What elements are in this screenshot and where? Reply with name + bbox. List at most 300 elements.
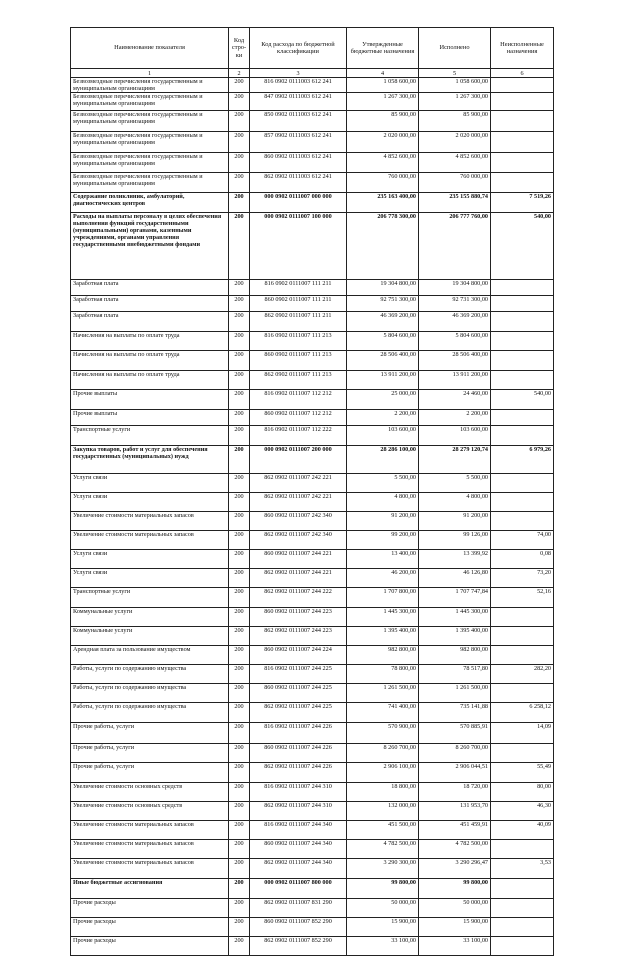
- row-approved-cell: 1 267 300,00: [347, 93, 419, 111]
- row-unexecuted-cell: [491, 132, 554, 153]
- row-code-cell: 200: [229, 550, 250, 569]
- row-code-cell: 200: [229, 569, 250, 588]
- row-approved-cell: 2 020 000,00: [347, 132, 419, 153]
- row-name-cell: Услуги связи: [71, 474, 229, 493]
- row-unexecuted-cell: 73,20: [491, 569, 554, 588]
- row-unexecuted-cell: [491, 684, 554, 703]
- row-kbk-cell: 816 0902 0111007 244 340: [250, 821, 347, 840]
- row-code-cell: 200: [229, 531, 250, 550]
- row-kbk-cell: 847 0902 0111003 612 241: [250, 93, 347, 111]
- row-approved-cell: 13 911 200,00: [347, 371, 419, 390]
- row-approved-cell: 982 800,00: [347, 646, 419, 665]
- table-row: [71, 840, 554, 859]
- row-approved-cell: 1 261 500,00: [347, 684, 419, 703]
- table-row: [71, 937, 554, 956]
- row-code-cell: 200: [229, 371, 250, 390]
- row-executed-cell: 28 279 120,74: [419, 446, 491, 474]
- row-approved-cell: 206 778 300,00: [347, 213, 419, 280]
- row-code-cell: 200: [229, 783, 250, 802]
- row-unexecuted-cell: [491, 918, 554, 937]
- row-kbk-cell: 860 0902 0111007 244 224: [250, 646, 347, 665]
- row-unexecuted-cell: [491, 512, 554, 531]
- row-unexecuted-cell: [491, 173, 554, 193]
- table-row: [71, 213, 554, 280]
- row-approved-cell: 18 800,00: [347, 783, 419, 802]
- row-executed-cell: 8 260 700,00: [419, 744, 491, 763]
- row-name-cell: Прочие расходы: [71, 899, 229, 918]
- row-executed-cell: 4 782 500,00: [419, 840, 491, 859]
- row-approved-cell: 46 200,00: [347, 569, 419, 588]
- table-row: [71, 153, 554, 173]
- row-code-cell: 200: [229, 937, 250, 956]
- row-name-cell: Прочие выплаты: [71, 410, 229, 426]
- row-code-cell: 200: [229, 703, 250, 723]
- row-code-cell: 200: [229, 840, 250, 859]
- row-kbk-cell: 816 0902 0111007 244 310: [250, 783, 347, 802]
- row-code-cell: 200: [229, 627, 250, 646]
- header-unexecuted: Неисполненные назначения: [491, 28, 554, 69]
- table-row: [71, 446, 554, 474]
- row-name-cell: Безвозмездные перечисления государственным и муниципальным организациям: [71, 78, 229, 93]
- table-row: [71, 93, 554, 111]
- row-approved-cell: 1 058 600,00: [347, 78, 419, 93]
- row-kbk-cell: 860 0902 0111003 612 241: [250, 153, 347, 173]
- row-kbk-cell: 000 0902 0111007 000 000: [250, 193, 347, 213]
- row-approved-cell: 5 804 600,00: [347, 332, 419, 351]
- row-approved-cell: 741 400,00: [347, 703, 419, 723]
- row-kbk-cell: 857 0902 0111003 612 241: [250, 132, 347, 153]
- row-unexecuted-cell: 46,30: [491, 802, 554, 821]
- row-kbk-cell: 816 0902 0111007 244 225: [250, 665, 347, 684]
- row-unexecuted-cell: 40,09: [491, 821, 554, 840]
- row-unexecuted-cell: [491, 93, 554, 111]
- row-kbk-cell: 816 0902 0111007 112 212: [250, 390, 347, 410]
- row-name-cell: Прочие расходы: [71, 937, 229, 956]
- row-name-cell: Увеличение стоимости основных средств: [71, 802, 229, 821]
- table-row: [71, 531, 554, 550]
- row-name-cell: Увеличение стоимости основных средств: [71, 783, 229, 802]
- row-code-cell: 200: [229, 78, 250, 93]
- row-approved-cell: 50 000,00: [347, 899, 419, 918]
- row-code-cell: 200: [229, 665, 250, 684]
- row-approved-cell: 33 100,00: [347, 937, 419, 956]
- row-executed-cell: 1 707 747,84: [419, 588, 491, 608]
- row-code-cell: 200: [229, 744, 250, 763]
- row-unexecuted-cell: [491, 627, 554, 646]
- row-code-cell: 200: [229, 859, 250, 879]
- row-code-cell: 200: [229, 588, 250, 608]
- row-name-cell: Заработная плата: [71, 280, 229, 296]
- row-executed-cell: 18 720,00: [419, 783, 491, 802]
- row-unexecuted-cell: [491, 410, 554, 426]
- row-code-cell: 200: [229, 512, 250, 531]
- header-expense-code: Код расхода по бюджетной классификации: [250, 28, 347, 69]
- row-name-cell: Содержание поликлиник, амбулаторий, диагностических центров: [71, 193, 229, 213]
- row-unexecuted-cell: [491, 78, 554, 93]
- row-approved-cell: 103 600,00: [347, 426, 419, 446]
- table-row: [71, 474, 554, 493]
- row-code-cell: 200: [229, 446, 250, 474]
- row-unexecuted-cell: 7 519,26: [491, 193, 554, 213]
- row-executed-cell: 15 900,00: [419, 918, 491, 937]
- row-executed-cell: 1 261 500,00: [419, 684, 491, 703]
- row-name-cell: Услуги связи: [71, 493, 229, 512]
- row-name-cell: Работы, услуги по содержанию имущества: [71, 665, 229, 684]
- row-executed-cell: 570 885,91: [419, 723, 491, 744]
- row-unexecuted-cell: 55,49: [491, 763, 554, 783]
- table-row: [71, 763, 554, 783]
- row-name-cell: Прочие работы, услуги: [71, 763, 229, 783]
- row-executed-cell: 5 500,00: [419, 474, 491, 493]
- row-executed-cell: 235 155 880,74: [419, 193, 491, 213]
- row-executed-cell: 13 911 200,00: [419, 371, 491, 390]
- row-executed-cell: 131 953,70: [419, 802, 491, 821]
- table-row: [71, 627, 554, 646]
- table-row: [71, 703, 554, 723]
- row-unexecuted-cell: 0,08: [491, 550, 554, 569]
- row-approved-cell: 99 200,00: [347, 531, 419, 550]
- column-number: 4: [347, 69, 419, 78]
- row-code-cell: 200: [229, 899, 250, 918]
- row-kbk-cell: 860 0902 0111007 244 226: [250, 744, 347, 763]
- row-name-cell: Коммунальные услуги: [71, 608, 229, 627]
- table-row: [71, 918, 554, 937]
- row-code-cell: 200: [229, 332, 250, 351]
- table-row: [71, 821, 554, 840]
- table-body: [71, 78, 554, 956]
- row-code-cell: 200: [229, 821, 250, 840]
- row-approved-cell: 78 800,00: [347, 665, 419, 684]
- row-kbk-cell: 816 0902 0111007 112 222: [250, 426, 347, 446]
- row-code-cell: 200: [229, 723, 250, 744]
- row-unexecuted-cell: 6 979,26: [491, 446, 554, 474]
- table-row: [71, 665, 554, 684]
- row-name-cell: Работы, услуги по содержанию имущества: [71, 684, 229, 703]
- table-row: [71, 410, 554, 426]
- row-unexecuted-cell: 74,00: [491, 531, 554, 550]
- row-executed-cell: 1 395 400,00: [419, 627, 491, 646]
- row-kbk-cell: 860 0902 0111007 244 221: [250, 550, 347, 569]
- row-unexecuted-cell: 14,09: [491, 723, 554, 744]
- row-unexecuted-cell: 52,16: [491, 588, 554, 608]
- row-unexecuted-cell: [491, 426, 554, 446]
- column-number: 1: [71, 69, 229, 78]
- table-row: [71, 608, 554, 627]
- row-code-cell: 200: [229, 802, 250, 821]
- column-number: 5: [419, 69, 491, 78]
- row-name-cell: Услуги связи: [71, 550, 229, 569]
- row-executed-cell: 735 141,88: [419, 703, 491, 723]
- row-kbk-cell: 862 0902 0111007 244 225: [250, 703, 347, 723]
- row-code-cell: 200: [229, 493, 250, 512]
- row-kbk-cell: 860 0902 0111007 111 211: [250, 296, 347, 312]
- table-row: [71, 111, 554, 132]
- row-executed-cell: 1 058 600,00: [419, 78, 491, 93]
- row-executed-cell: 206 777 760,00: [419, 213, 491, 280]
- row-name-cell: Безвозмездные перечисления государственным и муниципальным организациям: [71, 111, 229, 132]
- row-approved-cell: 4 782 500,00: [347, 840, 419, 859]
- table-row: [71, 426, 554, 446]
- row-executed-cell: 46 369 200,00: [419, 312, 491, 332]
- row-approved-cell: 235 163 400,00: [347, 193, 419, 213]
- row-code-cell: 200: [229, 608, 250, 627]
- row-executed-cell: 1 267 300,00: [419, 93, 491, 111]
- row-code-cell: 200: [229, 646, 250, 665]
- row-name-cell: Начисления на выплаты по оплате труда: [71, 351, 229, 371]
- table-row: [71, 371, 554, 390]
- row-unexecuted-cell: [491, 608, 554, 627]
- row-approved-cell: 85 900,00: [347, 111, 419, 132]
- row-unexecuted-cell: 80,00: [491, 783, 554, 802]
- row-unexecuted-cell: 3,53: [491, 859, 554, 879]
- row-name-cell: Увеличение стоимости материальных запасов: [71, 531, 229, 550]
- row-approved-cell: 3 290 300,00: [347, 859, 419, 879]
- row-executed-cell: 85 900,00: [419, 111, 491, 132]
- row-name-cell: Начисления на выплаты по оплате труда: [71, 332, 229, 351]
- table-row: [71, 512, 554, 531]
- row-executed-cell: 760 000,00: [419, 173, 491, 193]
- row-approved-cell: 91 200,00: [347, 512, 419, 531]
- row-kbk-cell: 860 0902 0111007 852 290: [250, 918, 347, 937]
- table-row: [71, 588, 554, 608]
- table-row: [71, 173, 554, 193]
- row-name-cell: Прочие работы, услуги: [71, 744, 229, 763]
- row-name-cell: Начисления на выплаты по оплате труда: [71, 371, 229, 390]
- row-executed-cell: 982 800,00: [419, 646, 491, 665]
- row-executed-cell: 13 399,92: [419, 550, 491, 569]
- row-kbk-cell: 862 0902 0111007 244 223: [250, 627, 347, 646]
- row-kbk-cell: 862 0902 0111007 242 340: [250, 531, 347, 550]
- row-kbk-cell: 862 0902 0111007 244 221: [250, 569, 347, 588]
- row-code-cell: 200: [229, 280, 250, 296]
- row-approved-cell: 451 500,00: [347, 821, 419, 840]
- row-unexecuted-cell: 540,00: [491, 390, 554, 410]
- row-kbk-cell: 816 0902 0111007 111 211: [250, 280, 347, 296]
- table-row: [71, 193, 554, 213]
- row-name-cell: Закупка товаров, работ и услуг для обеспечения государственных (муниципальных) нужд: [71, 446, 229, 474]
- table-row: [71, 899, 554, 918]
- row-executed-cell: 2 200,00: [419, 410, 491, 426]
- row-executed-cell: 5 804 600,00: [419, 332, 491, 351]
- row-kbk-cell: 860 0902 0111007 244 225: [250, 684, 347, 703]
- row-code-cell: 200: [229, 153, 250, 173]
- header-row: [71, 28, 554, 69]
- table-row: [71, 390, 554, 410]
- table-row: [71, 646, 554, 665]
- budget-execution-table: [70, 27, 554, 956]
- header-line-code: Код стро-ки: [229, 28, 250, 69]
- row-code-cell: 200: [229, 684, 250, 703]
- row-code-cell: 200: [229, 312, 250, 332]
- row-code-cell: 200: [229, 763, 250, 783]
- row-kbk-cell: 862 0902 0111007 111 211: [250, 312, 347, 332]
- row-unexecuted-cell: [491, 937, 554, 956]
- row-executed-cell: 4 852 600,00: [419, 153, 491, 173]
- row-executed-cell: 451 459,91: [419, 821, 491, 840]
- row-executed-cell: 3 290 296,47: [419, 859, 491, 879]
- row-unexecuted-cell: [491, 840, 554, 859]
- column-number: 2: [229, 69, 250, 78]
- table-row: [71, 312, 554, 332]
- row-approved-cell: 1 445 300,00: [347, 608, 419, 627]
- row-code-cell: 200: [229, 410, 250, 426]
- header-executed: Исполнено: [419, 28, 491, 69]
- row-name-cell: Заработная плата: [71, 312, 229, 332]
- table-row: [71, 569, 554, 588]
- row-approved-cell: 92 751 300,00: [347, 296, 419, 312]
- row-code-cell: 200: [229, 111, 250, 132]
- row-approved-cell: 25 000,00: [347, 390, 419, 410]
- row-unexecuted-cell: 540,00: [491, 213, 554, 280]
- row-kbk-cell: 862 0902 0111007 852 290: [250, 937, 347, 956]
- row-code-cell: 200: [229, 426, 250, 446]
- row-kbk-cell: 862 0902 0111007 244 310: [250, 802, 347, 821]
- row-unexecuted-cell: [491, 646, 554, 665]
- row-code-cell: 200: [229, 93, 250, 111]
- row-executed-cell: 50 000,00: [419, 899, 491, 918]
- row-unexecuted-cell: [491, 332, 554, 351]
- row-approved-cell: 760 000,00: [347, 173, 419, 193]
- row-approved-cell: 46 369 200,00: [347, 312, 419, 332]
- row-code-cell: 200: [229, 296, 250, 312]
- row-name-cell: Услуги связи: [71, 569, 229, 588]
- row-kbk-cell: 860 0902 0111007 244 340: [250, 840, 347, 859]
- column-number: 3: [250, 69, 347, 78]
- row-approved-cell: 570 900,00: [347, 723, 419, 744]
- column-number-row: [71, 69, 554, 78]
- table-row: [71, 296, 554, 312]
- row-code-cell: 200: [229, 351, 250, 371]
- table-row: [71, 879, 554, 899]
- row-kbk-cell: 862 0902 0111007 244 340: [250, 859, 347, 879]
- row-name-cell: Коммунальные услуги: [71, 627, 229, 646]
- row-kbk-cell: 816 0902 0111007 111 213: [250, 332, 347, 351]
- table-row: [71, 351, 554, 371]
- row-kbk-cell: 862 0902 0111007 111 213: [250, 371, 347, 390]
- row-approved-cell: 99 800,00: [347, 879, 419, 899]
- row-unexecuted-cell: [491, 493, 554, 512]
- row-name-cell: Транспортные услуги: [71, 426, 229, 446]
- row-approved-cell: 1 395 400,00: [347, 627, 419, 646]
- row-executed-cell: 4 800,00: [419, 493, 491, 512]
- row-approved-cell: 1 707 800,00: [347, 588, 419, 608]
- row-unexecuted-cell: 6 258,12: [491, 703, 554, 723]
- row-kbk-cell: 816 0902 0111003 612 241: [250, 78, 347, 93]
- row-kbk-cell: 860 0902 0111007 242 340: [250, 512, 347, 531]
- row-unexecuted-cell: [491, 899, 554, 918]
- row-executed-cell: 2 020 000,00: [419, 132, 491, 153]
- row-executed-cell: 24 460,00: [419, 390, 491, 410]
- row-unexecuted-cell: [491, 312, 554, 332]
- row-kbk-cell: 862 0902 0111007 242 221: [250, 474, 347, 493]
- row-code-cell: 200: [229, 918, 250, 937]
- row-name-cell: Работы, услуги по содержанию имущества: [71, 703, 229, 723]
- row-approved-cell: 2 200,00: [347, 410, 419, 426]
- table-row: [71, 550, 554, 569]
- table-row: [71, 802, 554, 821]
- row-name-cell: Транспортные услуги: [71, 588, 229, 608]
- row-approved-cell: 5 500,00: [347, 474, 419, 493]
- row-executed-cell: 19 304 800,00: [419, 280, 491, 296]
- row-code-cell: 200: [229, 879, 250, 899]
- row-kbk-cell: 000 0902 0111007 800 000: [250, 879, 347, 899]
- row-approved-cell: 15 900,00: [347, 918, 419, 937]
- row-executed-cell: 1 445 300,00: [419, 608, 491, 627]
- row-executed-cell: 46 126,80: [419, 569, 491, 588]
- table-row: [71, 684, 554, 703]
- row-kbk-cell: 860 0902 0111007 111 213: [250, 351, 347, 371]
- header-approved: Утвержденные бюджетные назначения: [347, 28, 419, 69]
- table-row: [71, 332, 554, 351]
- row-executed-cell: 103 600,00: [419, 426, 491, 446]
- row-unexecuted-cell: [491, 371, 554, 390]
- table-row: [71, 723, 554, 744]
- table-row: [71, 744, 554, 763]
- row-approved-cell: 2 906 100,00: [347, 763, 419, 783]
- row-name-cell: Заработная плата: [71, 296, 229, 312]
- row-unexecuted-cell: [491, 879, 554, 899]
- row-approved-cell: 132 000,00: [347, 802, 419, 821]
- table-row: [71, 280, 554, 296]
- row-kbk-cell: 862 0902 0111007 831 290: [250, 899, 347, 918]
- row-kbk-cell: 816 0902 0111007 244 226: [250, 723, 347, 744]
- row-executed-cell: 92 731 300,00: [419, 296, 491, 312]
- row-kbk-cell: 000 0902 0111007 200 000: [250, 446, 347, 474]
- row-executed-cell: 99 800,00: [419, 879, 491, 899]
- row-unexecuted-cell: [491, 280, 554, 296]
- row-unexecuted-cell: [491, 296, 554, 312]
- row-unexecuted-cell: [491, 351, 554, 371]
- row-name-cell: Безвозмездные перечисления государственным и муниципальным организациям: [71, 132, 229, 153]
- row-name-cell: Увеличение стоимости материальных запасов: [71, 859, 229, 879]
- row-name-cell: Увеличение стоимости материальных запасов: [71, 840, 229, 859]
- row-approved-cell: 4 800,00: [347, 493, 419, 512]
- table-row: [71, 783, 554, 802]
- table-row: [71, 859, 554, 879]
- row-kbk-cell: 862 0902 0111007 244 226: [250, 763, 347, 783]
- row-code-cell: 200: [229, 193, 250, 213]
- row-unexecuted-cell: [491, 744, 554, 763]
- row-approved-cell: 19 304 800,00: [347, 280, 419, 296]
- row-executed-cell: 99 126,00: [419, 531, 491, 550]
- row-approved-cell: 13 400,00: [347, 550, 419, 569]
- row-kbk-cell: 860 0902 0111007 244 223: [250, 608, 347, 627]
- table-row: [71, 132, 554, 153]
- table-row: [71, 493, 554, 512]
- row-executed-cell: 78 517,80: [419, 665, 491, 684]
- row-executed-cell: 91 200,00: [419, 512, 491, 531]
- row-name-cell: Расходы на выплаты персоналу в целях обеспечения выполнения функций государственными (муниципальными) органами, казенными учреждениями, органами управления государственными внебюджетными фондами: [71, 213, 229, 280]
- row-kbk-cell: 862 0902 0111003 612 241: [250, 173, 347, 193]
- row-name-cell: Увеличение стоимости материальных запасов: [71, 821, 229, 840]
- row-kbk-cell: 860 0902 0111007 112 212: [250, 410, 347, 426]
- row-executed-cell: 28 506 400,00: [419, 351, 491, 371]
- row-name-cell: Прочие выплаты: [71, 390, 229, 410]
- row-code-cell: 200: [229, 132, 250, 153]
- row-code-cell: 200: [229, 390, 250, 410]
- row-code-cell: 200: [229, 474, 250, 493]
- row-approved-cell: 28 286 100,00: [347, 446, 419, 474]
- table-row: [71, 78, 554, 93]
- row-name-cell: Прочие расходы: [71, 918, 229, 937]
- row-unexecuted-cell: [491, 153, 554, 173]
- row-name-cell: Безвозмездные перечисления государственным и муниципальным организациям: [71, 93, 229, 111]
- row-unexecuted-cell: 282,20: [491, 665, 554, 684]
- row-name-cell: Увеличение стоимости материальных запасов: [71, 512, 229, 531]
- row-kbk-cell: 850 0902 0111003 612 241: [250, 111, 347, 132]
- row-name-cell: Иные бюджетные ассигнования: [71, 879, 229, 899]
- row-approved-cell: 28 506 400,00: [347, 351, 419, 371]
